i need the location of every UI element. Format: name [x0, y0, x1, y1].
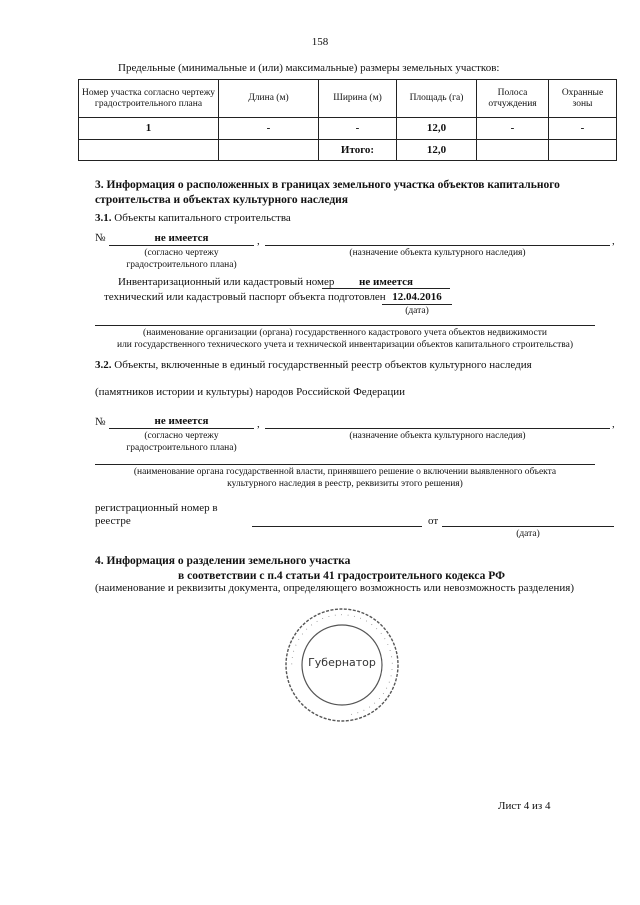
land-size-table [78, 79, 617, 161]
table-header-cell: Охранные зоны [549, 80, 617, 118]
organization-line [95, 325, 595, 326]
subsection-3-1-number: 3.1. [95, 212, 112, 224]
number-label: № [95, 416, 106, 428]
table-header-row [79, 80, 617, 118]
land-size-intro: Предельные (минимальные и (или) максимальные) размеры земельных участков: [118, 62, 500, 74]
table-header-cell: Полоса отчуждения [477, 80, 549, 118]
page-number: 158 [311, 36, 329, 48]
table-cell: - [319, 118, 397, 140]
registry-number-label: реестре [95, 515, 131, 527]
registry-number-line [252, 526, 422, 527]
section4-caption: (наименование и реквизиты документа, определяющего возможность или невозможность разделения) [95, 582, 574, 594]
table-cell [219, 140, 319, 161]
sheet-number: Лист 4 из 4 [498, 800, 551, 812]
subsection-3-2-text-cont: (памятников истории и культуры) народов Российской Федерации [95, 386, 406, 398]
table-cell: - [477, 118, 549, 140]
total-value: 12,0 [397, 140, 477, 161]
organization-caption: или государственного технического учета и технической инвентаризации объектов капитального строительства) [116, 340, 573, 350]
subsection-3-2-text: Объекты, включенные в единый государственный реестр объектов культурного наследия [114, 359, 532, 371]
svg-text:· · · · · · · · · · · · · · ·: · · · · · · · · · · · · · · · · · · · · · · · · · · · · · · · · · · · · [287, 610, 397, 719]
table-total-row [79, 140, 617, 161]
table-cell: - [219, 118, 319, 140]
comma: , [257, 418, 260, 430]
caption-heritage-purpose: (назначение объекта культурного наследия) [349, 248, 526, 258]
heritage-purpose-line [265, 428, 610, 429]
table-cell [79, 140, 219, 161]
authority-caption: (наименование органа государственной власти, принявшего решение о включении выявленного объекта [133, 467, 557, 477]
table-cell: - [549, 118, 617, 140]
caption-heritage-purpose: (назначение объекта культурного наследия) [349, 431, 526, 441]
governor-stamp [282, 605, 402, 725]
subsection-3-1-text: Объекты капитального строительства [114, 212, 291, 224]
table-header-cell: Площадь (га) [397, 80, 477, 118]
table-cell [549, 140, 617, 161]
subsection-3-2 [95, 359, 532, 371]
comma: , [612, 418, 615, 430]
table-cell: 1 [79, 118, 219, 140]
table-cell [477, 140, 549, 161]
passport-date-value: 12.04.2016 [392, 291, 442, 303]
subsection-3-2-number: 3.2. [95, 359, 112, 371]
table-header-cell: Длина (м) [219, 80, 319, 118]
table-cell: 12,0 [397, 118, 477, 140]
number-line [109, 245, 254, 246]
registry-date-line [442, 526, 614, 527]
table-row [79, 118, 617, 140]
total-label: Итого: [319, 140, 397, 161]
heritage-purpose-line [265, 245, 610, 246]
table-header-cell: Ширина (м) [319, 80, 397, 118]
number-line [109, 428, 254, 429]
caption-per-drawing: (согласно чертежу [144, 248, 219, 258]
inventory-number-label: Инвентаризационный или кадастровый номер [118, 276, 335, 288]
registry-object-number-value: не имеется [154, 415, 209, 427]
caption-date: (дата) [405, 306, 429, 316]
caption-per-drawing: градостроительного плана) [126, 260, 237, 270]
comma: , [257, 235, 260, 247]
registry-number-label: регистрационный номер в [95, 502, 218, 514]
inventory-number-value: не имеется [359, 276, 413, 288]
caption-per-drawing: градостроительного плана) [126, 443, 237, 453]
section4-title-line2: в соответствии с п.4 статьи 41 градостроительного кодекса РФ [178, 570, 505, 582]
authority-caption: культурного наследия в реестр, реквизиты этого решения) [227, 479, 463, 489]
subsection-3-1 [95, 212, 291, 224]
comma: , [612, 235, 615, 247]
passport-date-line [382, 304, 452, 305]
inventory-number-line [322, 288, 450, 289]
number-label: № [95, 232, 106, 244]
caption-per-drawing: (согласно чертежу [144, 431, 219, 441]
caption-date: (дата) [516, 529, 540, 539]
stamp-text: Губернатор [308, 656, 376, 669]
organization-caption: (наименование организации (органа) государственного кадастрового учета объектов недвижимости [143, 328, 547, 338]
object-number-value: не имеется [154, 232, 209, 244]
section4-title-line1: 4. Информация о разделении земельного участка [95, 555, 351, 567]
authority-line [95, 464, 595, 465]
table-header-cell: Номер участка согласно чертежу градостроительного плана [79, 80, 219, 118]
from-label: от [428, 515, 439, 527]
section3-title-line1: 3. Информация о расположенных в границах земельного участка объектов капитального [95, 179, 560, 191]
section3-title-line2: строительства и объектах культурного наследия [95, 194, 349, 206]
passport-label: технический или кадастровый паспорт объекта подготовлен [104, 291, 386, 303]
